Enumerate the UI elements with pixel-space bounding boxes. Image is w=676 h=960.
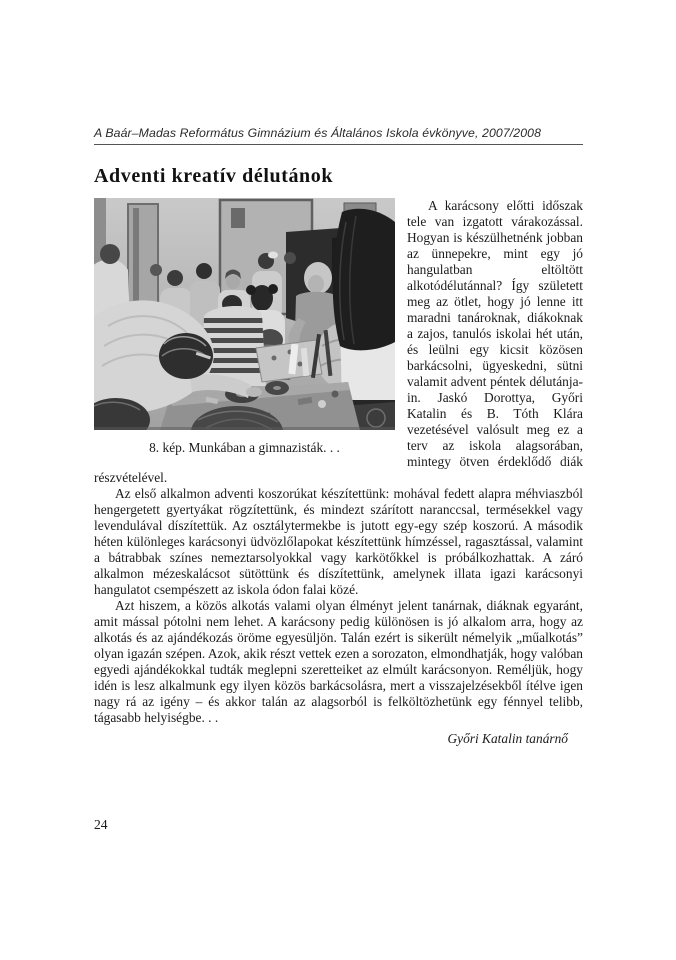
bw-photo xyxy=(94,198,395,430)
paragraph-2: Az első alkalmon adventi koszorúkat készítettünk: mohával fedett alapra méhviaszból hengergetett gyertyákat rögzítettünk, és mindezt szárított naranccsal, termésekkel vagy levendulával díszítettük. Az osztálytermekbe is jutott egy-egy szép koszorú. A második héten különleges karácsonyi üdvözlőlapokat készítettünk hímzéssel, ragasztással, valamint a bátrabbak színes nemeztarsolyokkal vagy karkötőkkel is próbálkozhattak. A záró alkalmon mézeskalácsot sütöttünk és díszítettünk, amelynek illata igazi karácsonyi hangulatot csempészett az iskola ódon falai közé. xyxy=(94,486,583,597)
page-content xyxy=(94,126,583,747)
paragraph-3: Azt hiszem, a közös alkotás valami olyan élményt jelent tanárnak, diáknak egyaránt, amit mással pótolni nem lehet. A karácsony pedig különösen is jó alkalom arra, hogy az alkotás és az ajándékozás öröme egyesüljön. Talán ezért is sikerült némelyik „műalkotás” olyan igazán szépen. Azok, akik részt vettek ezen a sorozaton, elmondhatják, hogy valóban egyedi ajándékokkal tudták meglepni szeretteiket az elmúlt karácsonyon. Reméljük, hogy idén is lesz alkalmunk egy ilyen közös barkácsolásra, mert a visszajelzésekből ítélve igen nagy rá az igény – és akkor talán az alagsorból is felköltözhetünk egy fénnyel telibb, tágasabb helyiségbe. . . xyxy=(94,598,583,725)
page-number: 24 xyxy=(94,817,108,832)
paragraph-1: A karácsony előtti időszak tele van izgatott várakozással. Hogyan is készülhetnénk jobban az ünnepekre, mint egy jó hangulatban eltöltött alkotódélutánnal? Így született meg az ötlet, hogy jó lenne itt maradni tanároknak, diákoknak a zajos, tanulós iskolai hét után, és leülni egy kicsit közösen barkácsolni, ügyeskedni, sütni valamit advent péntek délutánjain. Jaskó Dorottya, Győri Katalin és B. Tóth Klára vezetésével valósult meg ez a terv az iskola alagsorában, mintegy ötven érdeklődő diák részvételével. xyxy=(94,198,583,485)
article-body xyxy=(94,198,583,747)
photo-caption: 8. kép. Munkában a gimnazisták. . . xyxy=(149,440,340,455)
figure xyxy=(94,198,395,456)
author-signature: Győri Katalin tanárnő xyxy=(447,731,568,746)
article-title: Adventi kreatív délutánok xyxy=(94,165,334,187)
running-head: A Baár–Madas Református Gimnázium és Általános Iskola évkönyve, 2007/2008 xyxy=(94,126,583,145)
